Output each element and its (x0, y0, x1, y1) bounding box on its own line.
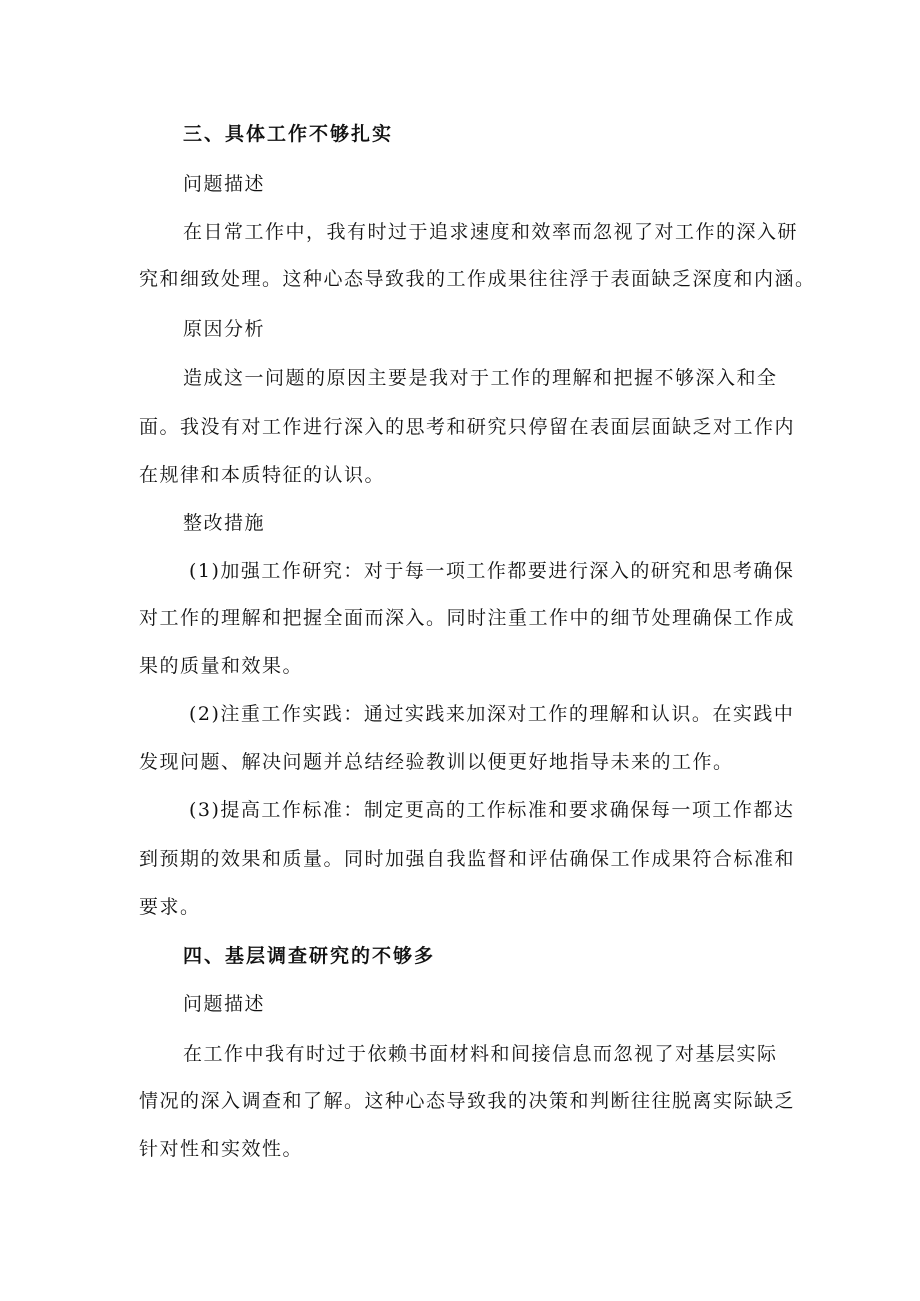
measure-2-line-2: 发现问题、解决问题并总结经验教训以便更好地指导未来的工作。 (139, 751, 734, 773)
section-3-measures-label: 整改措施 (183, 512, 266, 534)
measure-1-line-2: 对工作的理解和把握全面而深入。同时注重工作中的细节处理确保工作成 (139, 607, 796, 629)
section-3-cause-line-2: 面。我没有对工作进行深入的思考和研究只停留在表面层面缺乏对工作内 (139, 416, 796, 438)
section-4-heading: 四、基层调查研究的不够多 (183, 945, 436, 967)
measure-3-line-1: (3)提高工作标准：制定更高的工作标准和要求确保每一项工作都达 (189, 799, 795, 821)
measure-1-line-3: 果的质量和效果。 (139, 655, 304, 677)
measure-2-line-1: (2)注重工作实践：通过实践来加深对工作的理解和认识。在实践中 (189, 703, 795, 725)
section-3-heading: 三、具体工作不够扎实 (183, 123, 394, 145)
section-3-cause-line-1: 造成这一问题的原因主要是我对于工作的理解和把握不够深入和全 (183, 367, 778, 389)
section-4-problem-line-1: 在工作中我有时过于依赖书面材料和间接信息而忽视了对基层实际 (183, 1043, 778, 1065)
section-4-problem-label: 问题描述 (183, 993, 266, 1015)
section-3-cause-label: 原因分析 (183, 318, 266, 340)
section-4-problem-line-3: 针对性和实效性。 (139, 1138, 304, 1160)
section-3-problem-label: 问题描述 (183, 173, 266, 195)
measure-3-line-3: 要求。 (139, 896, 201, 918)
section-3-cause-line-3: 在规律和本质特征的认识。 (139, 464, 386, 486)
measure-3-line-2: 到预期的效果和质量。同时加强自我监督和评估确保工作成果符合标准和 (139, 848, 796, 870)
section-3-problem-line-2: 究和细致处理。这种心态导致我的工作成果往往浮于表面缺乏深度和内涵。 (139, 268, 816, 290)
measure-1-line-1: (1)加强工作研究：对于每一项工作都要进行深入的研究和思考确保 (189, 560, 795, 582)
section-4-problem-line-2: 情况的深入调查和了解。这种心态导致我的决策和判断往往脱离实际缺乏 (139, 1090, 796, 1112)
section-3-problem-line-1: 在日常工作中，我有时过于追求速度和效率而忽视了对工作的深入研 (183, 221, 799, 243)
